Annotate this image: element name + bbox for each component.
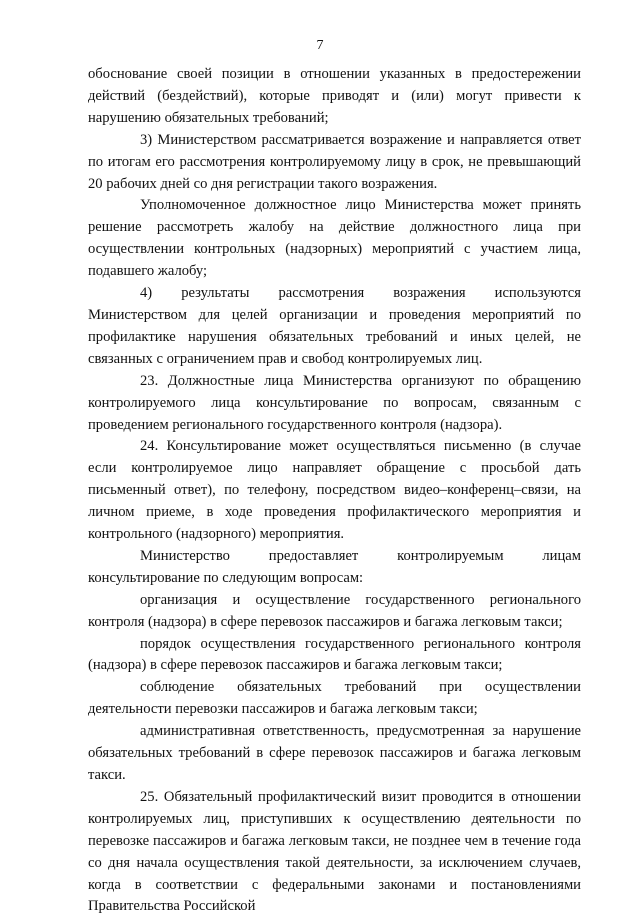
paragraph: административная ответственность, предусмотренная за нарушение обязательных требований в сфере перевозок пассажиров и багажа легковым такси. xyxy=(88,723,581,783)
paragraph: 4) результаты рассмотрения возражения используются Министерством для целей организации и проведения мероприятий по профилактике нарушения обязательных требований и иных целей, не связанных с ограничением прав и свобод контролируемых лиц. xyxy=(88,285,581,367)
paragraph: 25. Обязательный профилактический визит проводится в отношении контролируемых лиц, приступивших к осуществлению деятельности по перевозке пассажиров и багажа легковым такси, не позднее чем в течение года со дня начала осуществления такой деятельности, за исключением случаев, когда в соответствии с федеральными законами и постановлениями Правительства Российской xyxy=(88,788,581,915)
paragraph: обоснование своей позиции в отношении указанных в предостережении действий (бездействий), которые приводят и (или) могут привести к нарушению обязательных требований; xyxy=(88,66,581,126)
paragraph: организация и осуществление государственного регионального контроля (надзора) в сфере перевозок пассажиров и багажа легковым такси; xyxy=(88,591,581,630)
page-number: 7 xyxy=(316,38,324,53)
paragraph: 3) Министерством рассматривается возражение и направляется ответ по итогам его рассмотрения контролируемому лицу в срок, не превышающий 20 рабочих дней со дня регистрации такого возражения. xyxy=(88,131,581,192)
paragraph: 23. Должностные лица Министерства организуют по обращению контролируемого лица консультирование по вопросам, связанным с проведением регионального государственного контроля (надзора). xyxy=(88,372,581,433)
paragraph: порядок осуществления государственного регионального контроля (надзора) в сфере перевозок пассажиров и багажа легковым такси; xyxy=(88,635,581,674)
paragraph: Уполномоченное должностное лицо Министерства может принять решение рассмотреть жалобу на действие должностного лица при осуществлении контрольных (надзорных) мероприятий с участием лица, подавшего жалобу; xyxy=(88,197,581,280)
document-body xyxy=(88,64,581,918)
paragraph: соблюдение обязательных требований при осуществлении деятельности перевозки пассажиров и багажа легковым такси; xyxy=(88,679,581,718)
paragraph: 24. Консультирование может осуществляться письменно (в случае если контролируемое лицо направляет обращение с просьбой дать письменный ответ), по телефону, посредством видео–конференц–связи, на личном приеме, в ходе проведения профилактического мероприятия и контрольного (надзорного) мероприятия. xyxy=(88,438,581,543)
paragraph: Министерство предоставляет контролируемым лицам консультирование по следующим вопросам: xyxy=(88,547,581,586)
